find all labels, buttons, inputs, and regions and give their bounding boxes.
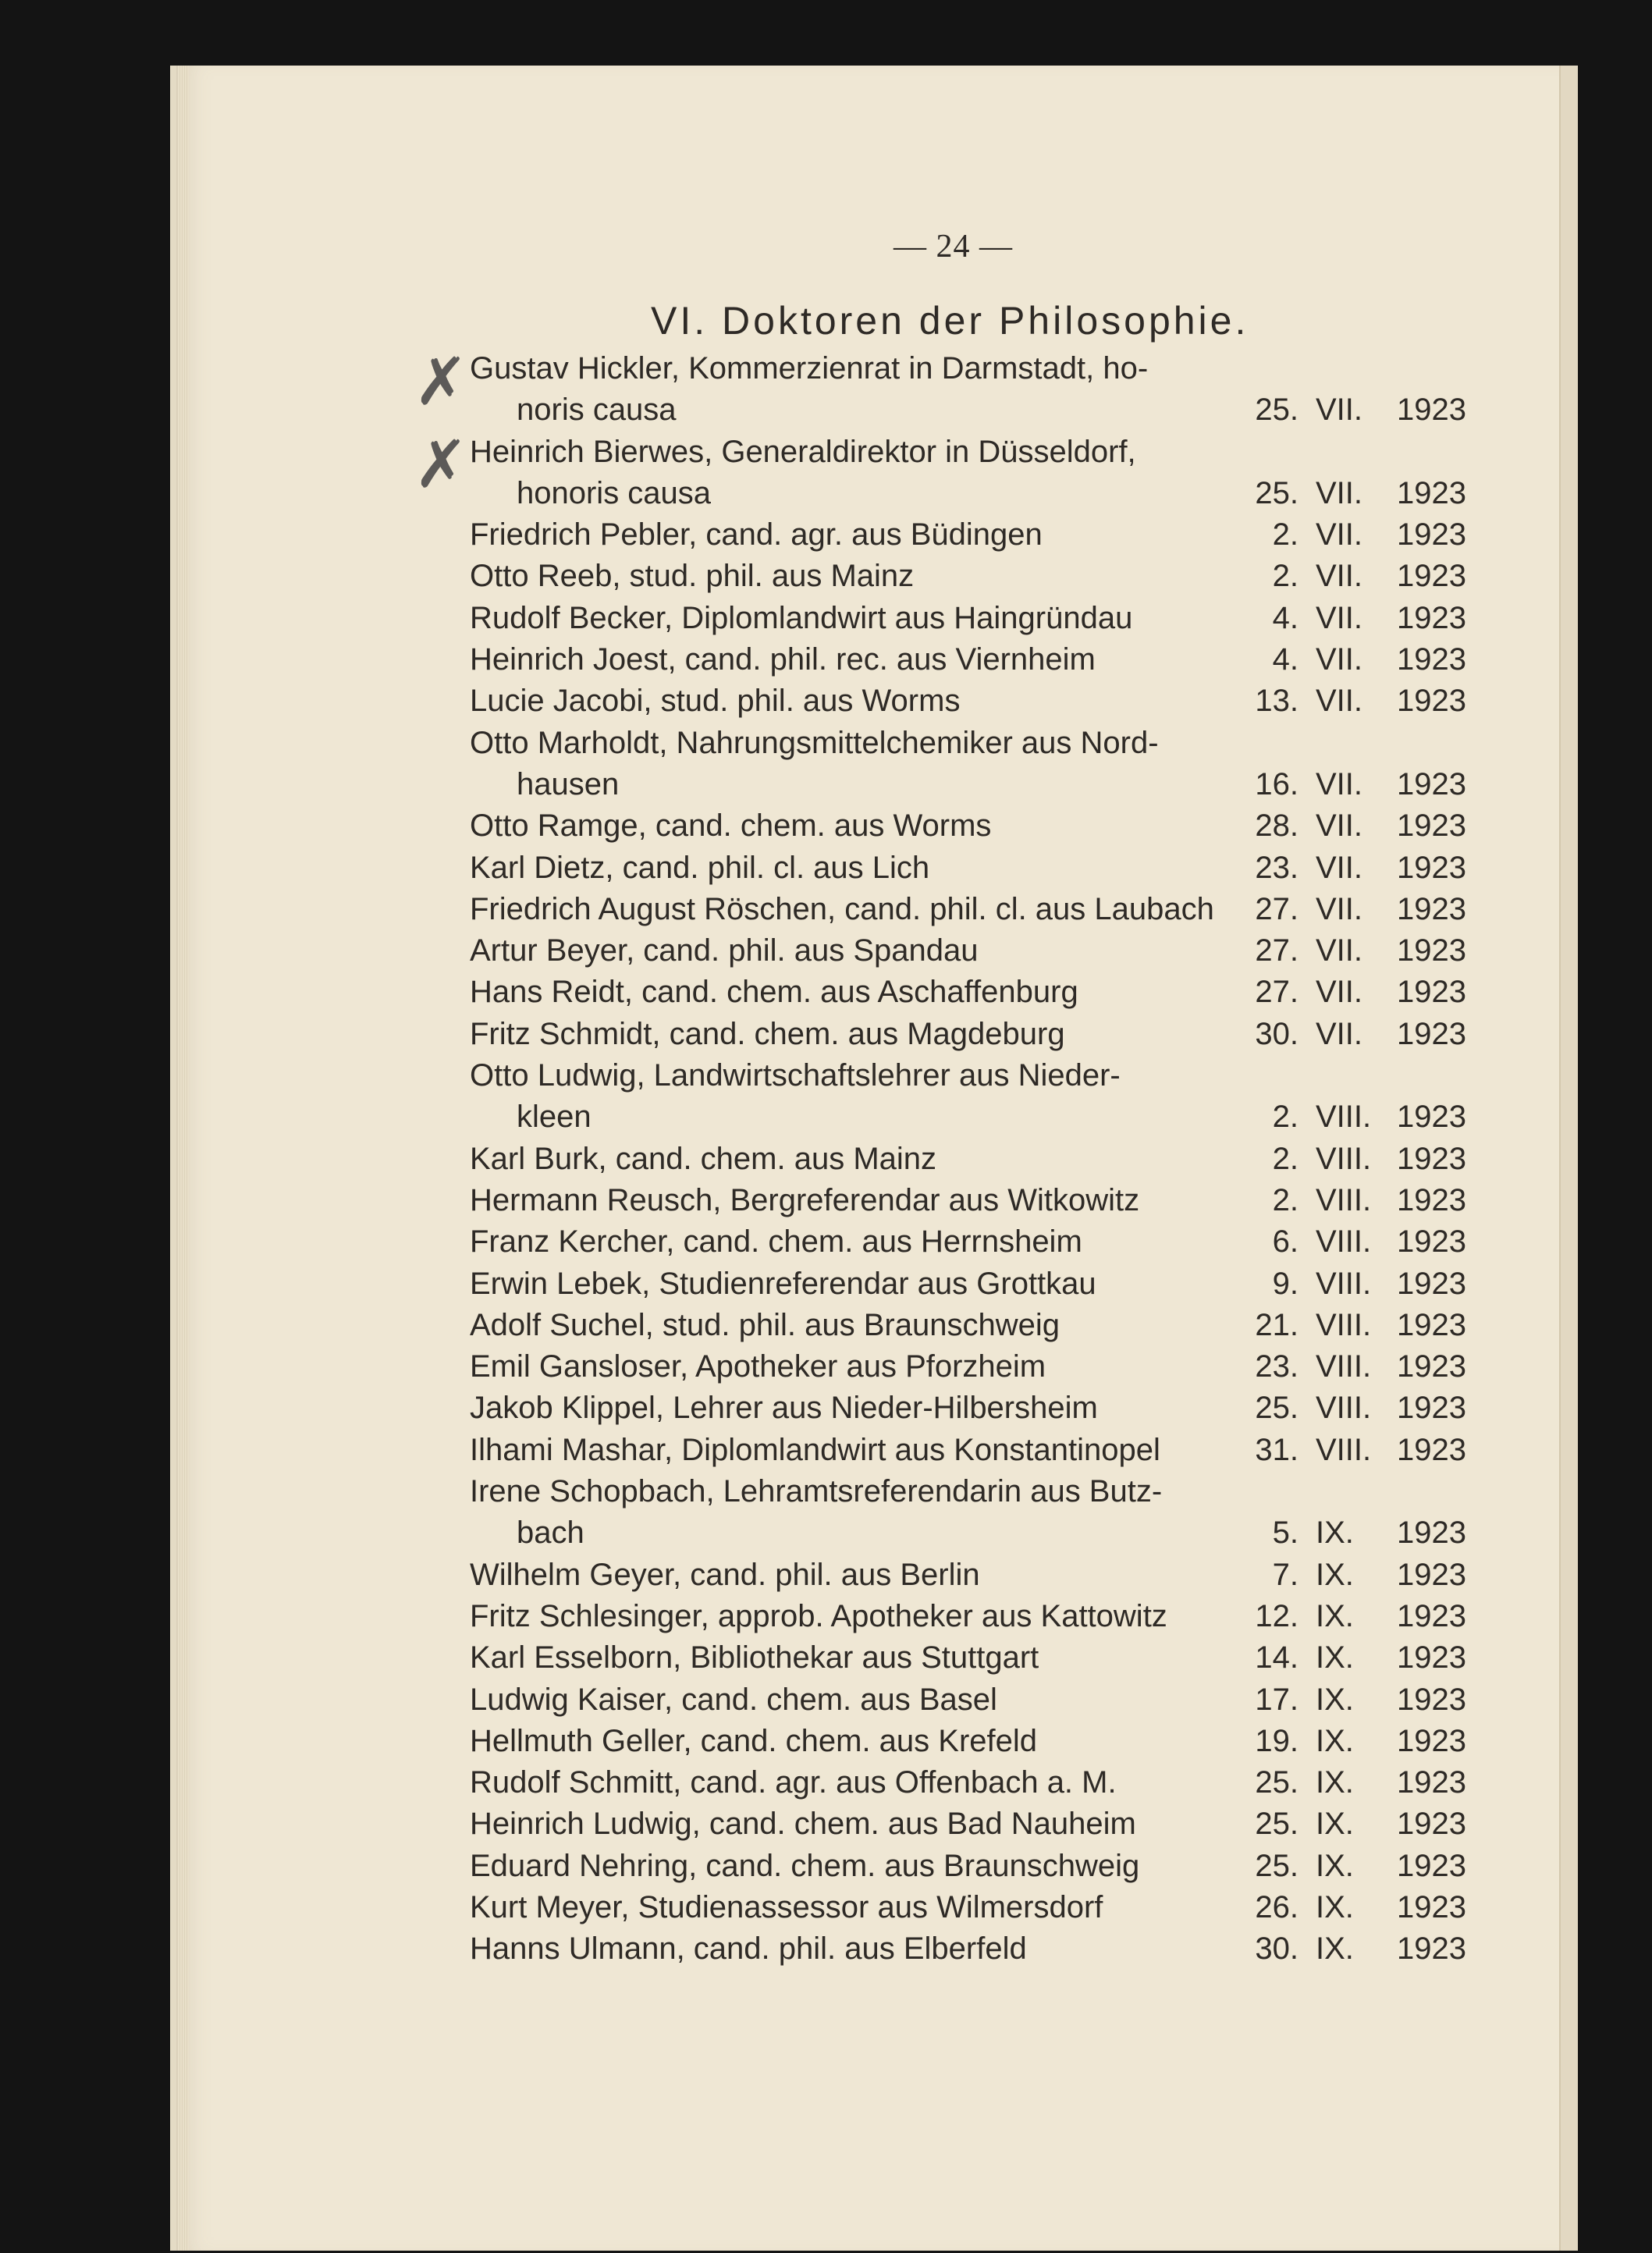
entry-name: Ludwig Kaiser, cand. chem. aus Basel — [470, 1682, 997, 1717]
list-item — [0, 1764, 1652, 1805]
entry-month: VIII. — [1316, 1266, 1372, 1301]
list-item — [0, 391, 1652, 432]
entry-day: 23. — [1255, 850, 1299, 885]
entry-name: Erwin Lebek, Studienreferendar aus Grottkau — [470, 1266, 1096, 1301]
entry-name: Artur Beyer, cand. phil. aus Spandau — [470, 933, 979, 968]
entry-year: 1923 — [1397, 808, 1466, 844]
entry-day: 25. — [1255, 393, 1299, 428]
list-item — [0, 1681, 1652, 1722]
page-number: — 24 — — [894, 229, 1013, 265]
entry-day: 5. — [1272, 1516, 1299, 1551]
handwritten-cross-mark: ✗ — [414, 428, 469, 501]
list-item — [0, 1098, 1652, 1139]
entry-year: 1923 — [1397, 642, 1466, 677]
entry-name: Kurt Meyer, Studienassessor aus Wilmersdorf — [470, 1889, 1103, 1924]
list-item — [0, 1805, 1652, 1846]
entry-name: bach — [517, 1516, 584, 1551]
entry-year: 1923 — [1397, 850, 1466, 885]
list-item — [0, 599, 1652, 641]
entry-year: 1923 — [1397, 1598, 1466, 1633]
list-item — [0, 1140, 1652, 1182]
list-item — [0, 1306, 1652, 1348]
entry-day: 19. — [1255, 1723, 1299, 1758]
entry-name: noris causa — [517, 393, 677, 428]
entry-day: 23. — [1255, 1349, 1299, 1384]
entry-name: Karl Burk, cand. chem. aus Mainz — [470, 1141, 937, 1176]
entry-name: Lucie Jacobi, stud. phil. aus Worms — [470, 684, 961, 719]
entry-year: 1923 — [1397, 1224, 1466, 1260]
entry-month: VIII. — [1316, 1100, 1372, 1135]
entry-name: Heinrich Ludwig, cand. chem. aus Bad Nauheim — [470, 1807, 1136, 1842]
list-item — [0, 1847, 1652, 1889]
entry-name: Irene Schopbach, Lehramtsreferendarin aus Butz- — [470, 1474, 1163, 1509]
entry-year: 1923 — [1397, 1557, 1466, 1592]
list-item — [0, 1514, 1652, 1555]
entry-month: IX. — [1316, 1557, 1354, 1592]
list-item — [0, 1389, 1652, 1430]
entry-day: 2. — [1272, 1182, 1299, 1217]
entry-month: VIII. — [1316, 1182, 1372, 1217]
entry-year: 1923 — [1397, 1889, 1466, 1924]
entry-month: VII. — [1316, 517, 1363, 553]
entry-year: 1923 — [1397, 1807, 1466, 1842]
list-item — [0, 1182, 1652, 1223]
entry-year: 1923 — [1397, 684, 1466, 719]
entry-month: VII. — [1316, 808, 1363, 844]
entry-year: 1923 — [1397, 766, 1466, 801]
entry-name: Otto Marholdt, Nahrungsmittelchemiker aus Nord- — [470, 725, 1159, 760]
list-item — [0, 1930, 1652, 1971]
entry-day: 28. — [1255, 808, 1299, 844]
entry-day: 30. — [1255, 1931, 1299, 1967]
entry-name: Hellmuth Geller, cand. chem. aus Krefeld — [470, 1723, 1038, 1758]
entry-year: 1923 — [1397, 1349, 1466, 1384]
entry-name: Fritz Schmidt, cand. chem. aus Magdeburg — [470, 1016, 1065, 1051]
entry-day: 2. — [1272, 559, 1299, 594]
entry-year: 1923 — [1397, 1100, 1466, 1135]
entry-day: 30. — [1255, 1016, 1299, 1051]
list-item — [0, 557, 1652, 599]
list-item — [0, 433, 1652, 474]
entry-day: 27. — [1255, 891, 1299, 926]
entry-day: 25. — [1255, 1765, 1299, 1800]
entry-day: 25. — [1255, 475, 1299, 510]
entry-month: VII. — [1316, 975, 1363, 1010]
entry-name: Eduard Nehring, cand. chem. aus Braunschweig — [470, 1848, 1140, 1883]
list-item — [0, 1473, 1652, 1514]
list-item — [0, 890, 1652, 932]
entry-year: 1923 — [1397, 1141, 1466, 1176]
entry-name: Gustav Hickler, Kommerzienrat in Darmstadt, ho- — [470, 351, 1149, 386]
entry-month: VII. — [1316, 891, 1363, 926]
entry-month: VIII. — [1316, 1307, 1372, 1342]
entry-year: 1923 — [1397, 891, 1466, 926]
entry-name: Fritz Schlesinger, approb. Apotheker aus Kattowitz — [470, 1598, 1167, 1633]
entry-month: IX. — [1316, 1889, 1354, 1924]
list-item — [0, 1889, 1652, 1930]
entry-name: Jakob Klippel, Lehrer aus Nieder-Hilbersheim — [470, 1391, 1098, 1426]
entry-year: 1923 — [1397, 1516, 1466, 1551]
entry-month: IX. — [1316, 1723, 1354, 1758]
list-item — [0, 474, 1652, 516]
entry-year: 1923 — [1397, 1931, 1466, 1967]
entry-year: 1923 — [1397, 475, 1466, 510]
list-item — [0, 682, 1652, 723]
entry-year: 1923 — [1397, 1765, 1466, 1800]
entry-name: Otto Ramge, cand. chem. aus Worms — [470, 808, 992, 844]
entry-day: 27. — [1255, 933, 1299, 968]
entry-name: Otto Reeb, stud. phil. aus Mainz — [470, 559, 915, 594]
entry-name: honoris causa — [517, 475, 712, 510]
entry-month: VIII. — [1316, 1391, 1372, 1426]
list-item — [0, 1057, 1652, 1098]
entry-month: IX. — [1316, 1765, 1354, 1800]
entry-month: IX. — [1316, 1640, 1354, 1676]
entry-name: Heinrich Joest, cand. phil. rec. aus Viernheim — [470, 642, 1096, 677]
list-item — [0, 973, 1652, 1015]
entry-month: VIII. — [1316, 1349, 1372, 1384]
list-item — [0, 807, 1652, 848]
entry-month: IX. — [1316, 1516, 1354, 1551]
entry-month: IX. — [1316, 1848, 1354, 1883]
entry-day: 14. — [1255, 1640, 1299, 1676]
entry-year: 1923 — [1397, 1016, 1466, 1051]
entry-name: Friedrich August Röschen, cand. phil. cl. aus Laubach — [470, 891, 1214, 926]
entry-day: 9. — [1272, 1266, 1299, 1301]
list-item — [0, 1431, 1652, 1473]
list-item — [0, 724, 1652, 766]
entry-year: 1923 — [1397, 600, 1466, 635]
entry-day: 13. — [1255, 684, 1299, 719]
entry-year: 1923 — [1397, 1640, 1466, 1676]
entry-month: VIII. — [1316, 1432, 1372, 1467]
entry-name: Hermann Reusch, Bergreferendar aus Witkowitz — [470, 1182, 1140, 1217]
entry-month: IX. — [1316, 1931, 1354, 1967]
entry-month: VII. — [1316, 766, 1363, 801]
entry-name: Hans Reidt, cand. chem. aus Aschaffenburg — [470, 975, 1078, 1010]
entry-name: Adolf Suchel, stud. phil. aus Braunschweig — [470, 1307, 1060, 1342]
list-item — [0, 516, 1652, 557]
entry-month: IX. — [1316, 1682, 1354, 1717]
entry-name: Ilhami Mashar, Diplomlandwirt aus Konstantinopel — [470, 1432, 1160, 1467]
entry-month: VII. — [1316, 1016, 1363, 1051]
list-item — [0, 350, 1652, 391]
list-item — [0, 1265, 1652, 1306]
list-item — [0, 1556, 1652, 1597]
entry-year: 1923 — [1397, 1848, 1466, 1883]
entry-day: 2. — [1272, 1100, 1299, 1135]
list-item — [0, 1348, 1652, 1389]
entry-name: Hanns Ulmann, cand. phil. aus Elberfeld — [470, 1931, 1027, 1967]
doctorate-list — [0, 350, 1652, 1972]
entry-month: VII. — [1316, 600, 1363, 635]
entry-name: Rudolf Becker, Diplomlandwirt aus Haingründau — [470, 600, 1133, 635]
entry-name: Karl Esselborn, Bibliothekar aus Stuttgart — [470, 1640, 1039, 1676]
entry-day: 16. — [1255, 766, 1299, 801]
entry-day: 25. — [1255, 1391, 1299, 1426]
entry-month: VII. — [1316, 684, 1363, 719]
entry-year: 1923 — [1397, 1723, 1466, 1758]
entry-day: 26. — [1255, 1889, 1299, 1924]
entry-name: Franz Kercher, cand. chem. aus Herrnsheim — [470, 1224, 1082, 1260]
entry-day: 4. — [1272, 600, 1299, 635]
entry-name: Emil Gansloser, Apotheker aus Pforzheim — [470, 1349, 1046, 1384]
entry-name: Wilhelm Geyer, cand. phil. aus Berlin — [470, 1557, 980, 1592]
entry-day: 25. — [1255, 1848, 1299, 1883]
list-item — [0, 1597, 1652, 1639]
entry-year: 1923 — [1397, 933, 1466, 968]
entry-month: VII. — [1316, 393, 1363, 428]
entry-month: VII. — [1316, 642, 1363, 677]
entry-day: 21. — [1255, 1307, 1299, 1342]
list-item — [0, 641, 1652, 682]
entry-year: 1923 — [1397, 517, 1466, 553]
entry-year: 1923 — [1397, 1307, 1466, 1342]
entry-year: 1923 — [1397, 975, 1466, 1010]
entry-day: 31. — [1255, 1432, 1299, 1467]
entry-year: 1923 — [1397, 393, 1466, 428]
handwritten-cross-mark: ✗ — [414, 345, 469, 418]
entry-year: 1923 — [1397, 559, 1466, 594]
list-item — [0, 932, 1652, 973]
entry-day: 7. — [1272, 1557, 1299, 1592]
entry-month: VII. — [1316, 559, 1363, 594]
list-item — [0, 1223, 1652, 1264]
entry-day: 12. — [1255, 1598, 1299, 1633]
entry-day: 17. — [1255, 1682, 1299, 1717]
entry-name: Rudolf Schmitt, cand. agr. aus Offenbach a. M. — [470, 1765, 1117, 1800]
entry-month: VII. — [1316, 475, 1363, 510]
list-item — [0, 766, 1652, 807]
entry-year: 1923 — [1397, 1682, 1466, 1717]
entry-year: 1923 — [1397, 1266, 1466, 1301]
entry-month: IX. — [1316, 1598, 1354, 1633]
list-item — [0, 1015, 1652, 1057]
entry-day: 2. — [1272, 1141, 1299, 1176]
entry-month: IX. — [1316, 1807, 1354, 1842]
entry-day: 27. — [1255, 975, 1299, 1010]
entry-month: VII. — [1316, 850, 1363, 885]
list-item — [0, 1722, 1652, 1764]
entry-name: Otto Ludwig, Landwirtschaftslehrer aus Nieder- — [470, 1058, 1121, 1093]
entry-month: VIII. — [1316, 1224, 1372, 1260]
entry-name: Heinrich Bierwes, Generaldirektor in Düsseldorf, — [470, 434, 1136, 469]
entry-day: 2. — [1272, 517, 1299, 553]
entry-year: 1923 — [1397, 1432, 1466, 1467]
entry-name: kleen — [517, 1100, 592, 1135]
entry-year: 1923 — [1397, 1391, 1466, 1426]
entry-name: hausen — [517, 766, 620, 801]
entry-month: VII. — [1316, 933, 1363, 968]
entry-day: 25. — [1255, 1807, 1299, 1842]
list-item — [0, 849, 1652, 890]
entry-day: 6. — [1272, 1224, 1299, 1260]
entry-month: VIII. — [1316, 1141, 1372, 1176]
entry-name: Karl Dietz, cand. phil. cl. aus Lich — [470, 850, 930, 885]
section-title: VI. Doktoren der Philosophie. — [651, 299, 1249, 343]
entry-year: 1923 — [1397, 1182, 1466, 1217]
list-item — [0, 1639, 1652, 1680]
entry-name: Friedrich Pebler, cand. agr. aus Büdingen — [470, 517, 1043, 553]
entry-day: 4. — [1272, 642, 1299, 677]
